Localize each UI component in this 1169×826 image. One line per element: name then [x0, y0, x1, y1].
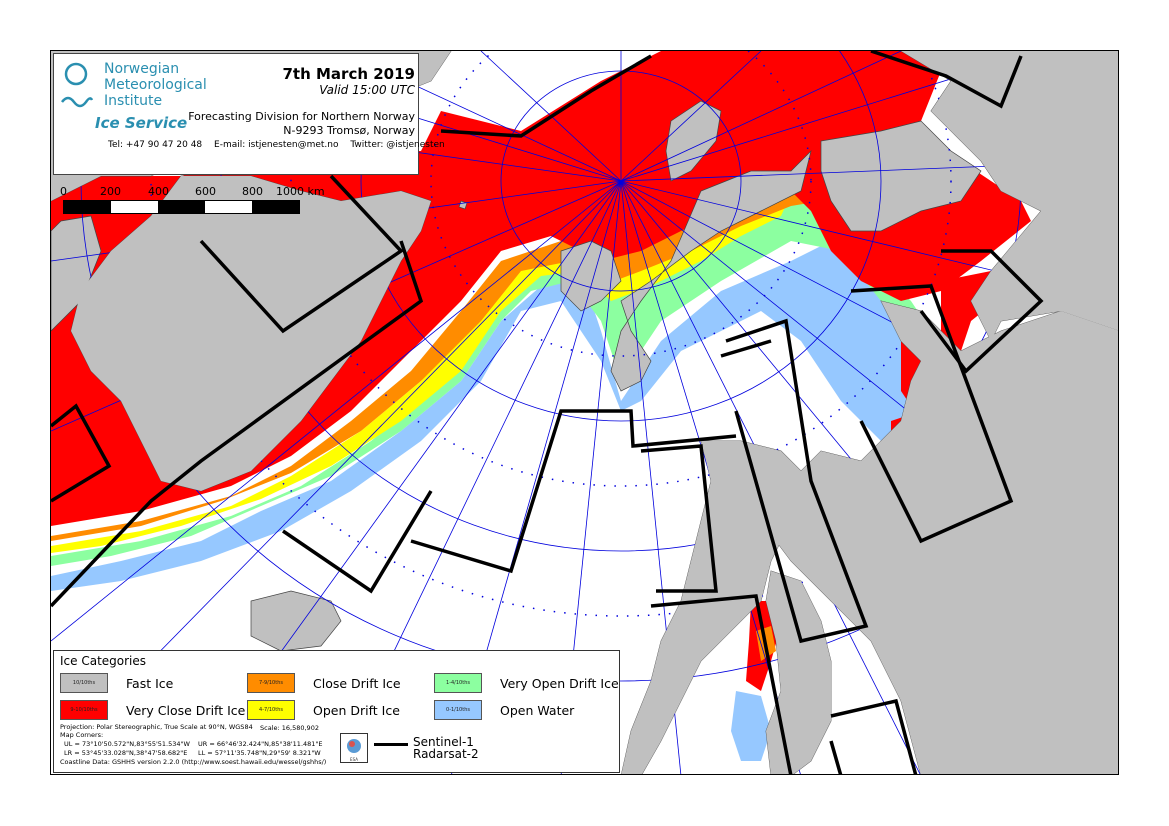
fast-ice-swatch: 10/10ths [60, 673, 108, 693]
very-open-drift-swatch: 1-4/10ths [434, 673, 482, 693]
twitter: Twitter: @istjenesten [350, 140, 445, 150]
very-close-drift-swatch: 9-10/10ths [60, 700, 108, 720]
address: N-9293 Tromsø, Norway [283, 124, 415, 137]
radarsat-label: Radarsat-2 [413, 747, 479, 761]
scale-label: 800 [242, 185, 263, 198]
scale-segment-black [64, 201, 111, 213]
contact-line [108, 140, 454, 150]
header-box [53, 53, 445, 175]
scale-segment-black [158, 201, 205, 213]
scale-segment-white [111, 201, 158, 213]
ice-service-title: Ice Service [95, 114, 188, 132]
fast-ice-label: Fast Ice [126, 676, 174, 691]
scale-bar [63, 200, 300, 214]
corner-ll: LL = 57°11'35.748"N,29°59' 8.321"W [198, 749, 321, 757]
open-water-label: Open Water [500, 703, 575, 718]
scale-segment-black [252, 201, 299, 213]
sentinel-label: Sentinel-1 [413, 735, 474, 749]
legend-box [53, 650, 620, 773]
open-water-swatch: 0-1/10ths [434, 700, 482, 720]
very-close-drift-label: Very Close Drift Ice [126, 703, 246, 718]
projection-text: Projection: Polar Stereographic, True Scale at 90°N, WGS84 [60, 723, 253, 731]
close-drift-swatch: 7-9/10ths [247, 673, 295, 693]
open-drift-swatch: 4-7/10ths [247, 700, 295, 720]
legend-title: Ice Categories [60, 654, 147, 668]
scale-label: 1000 km [276, 185, 325, 198]
corner-ur: UR = 66°46'32.424"N,85°38'11.481"E [198, 740, 323, 748]
close-drift-label: Close Drift Ice [313, 676, 401, 691]
org-name-line3: Institute [104, 93, 163, 109]
org-name-line1: Norwegian [104, 61, 180, 77]
org-name-line2: Meteorological [104, 77, 207, 93]
scale-label: 600 [195, 185, 216, 198]
scale-segment-white [205, 201, 252, 213]
division-name: Forecasting Division for Northern Norway [188, 110, 415, 123]
scale-label: 200 [100, 185, 121, 198]
phone: Tel: +47 90 47 20 48 [108, 140, 203, 150]
met-logo-icon [60, 60, 94, 110]
chart-date: 7th March 2019 [282, 65, 415, 83]
open-drift-label: Open Drift Ice [313, 703, 400, 718]
esa-logo [340, 733, 368, 763]
corner-ul: UL = 73°10'50.572"N,83°55'51.534"W [64, 740, 190, 748]
coastline-text: Coastline Data: GSHHS version 2.2.0 (http://www.soest.hawaii.edu/wessel/gshhs/) [60, 758, 327, 766]
map-corners-title: Map Corners: [60, 731, 104, 739]
logo-text: ESA [350, 757, 358, 762]
corner-lr: LR = 53°45'33.028"N,38°47'58.682"E [64, 749, 188, 757]
scale-text: Scale: 16,580,902 [260, 724, 319, 732]
valid-time: Valid 15:00 UTC [319, 83, 415, 97]
scale-label: 400 [148, 185, 169, 198]
email: E-mail: istjenesten@met.no [214, 140, 339, 150]
sentinel-line-icon [374, 743, 408, 746]
very-open-drift-label: Very Open Drift Ice [500, 676, 619, 691]
scale-label: 0 [60, 185, 67, 198]
